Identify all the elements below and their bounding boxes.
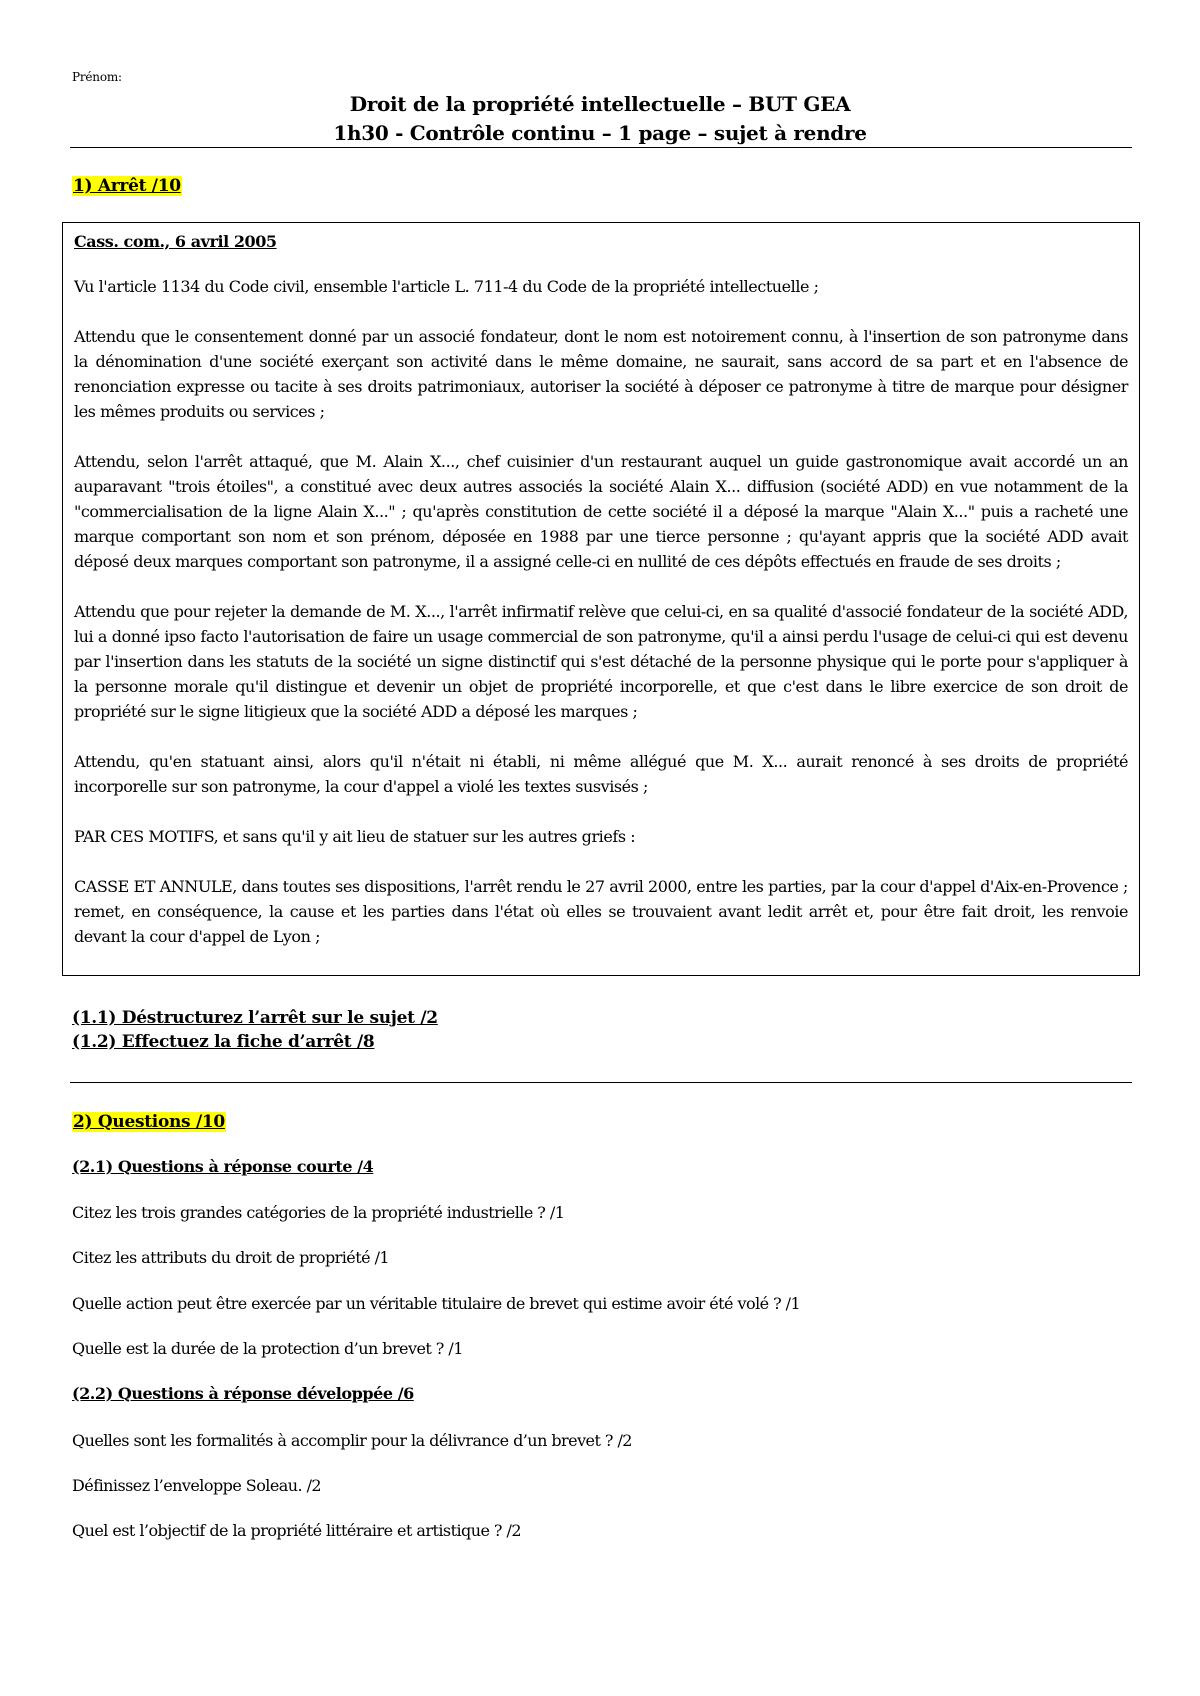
judgment-tasks xyxy=(72,1006,438,1054)
title-line-2: 1h30 - Contrôle continu – 1 page – sujet à rendre xyxy=(333,121,867,145)
judgment-paragraph: Vu l'article 1134 du Code civil, ensemble l'article L. 711-4 du Code de la propriété intellectuelle ; xyxy=(74,277,819,296)
judgment-paragraph: Attendu, qu'en statuant ainsi, alors qu'il n'était ni établi, ni même allégué que M. X... aurait renoncé à ses droits de propriété incorporelle sur son patronyme, la cour d'appel a violé les textes susvisés ; xyxy=(74,752,1128,796)
long-question: Définissez l’enveloppe Soleau. /2 xyxy=(72,1476,322,1495)
task-1-1: (1.1) Déstructurez l’arrêt sur le sujet /2 xyxy=(72,1008,438,1028)
section-divider xyxy=(70,1082,1132,1083)
long-question: Quelles sont les formalités à accomplir pour la délivrance d’un brevet ? /2 xyxy=(72,1431,632,1450)
section-2-title: 2) Questions /10 xyxy=(73,1112,225,1132)
judgment-paragraph: CASSE ET ANNULE, dans toutes ses dispositions, l'arrêt rendu le 27 avril 2000, entre les parties, par la cour d'appel d'Aix-en-Provence ; remet, en conséquence, la cause et les parties dans l'état où elles se trouvaient avant ledit arrêt et, pour être fait droit, les renvoie devant la cour d'appel de Lyon ; xyxy=(74,877,1128,946)
judgment-paragraph: Attendu, selon l'arrêt attaqué, que M. Alain X..., chef cuisinier d'un restaurant auquel un guide gastronomique avait accordé un an auparavant "trois étoiles", a constitué avec deux autres associés la société Alain X... diffusion (société ADD) en vue notamment de la "commercialisation de la ligne Alain X..." ; qu'après constitution de cette société il a déposé la marque "Alain X..." puis a racheté une marque comportant son nom et son prénom, déposée en 1988 par une tierce personne ; qu'ayant appris que la société ADD avait déposé deux marques comportant son patronyme, il a assigné celle-ci en nullité de ces dépôts effectués en fraude de ses droits ; xyxy=(74,452,1128,571)
case-reference: Cass. com., 6 avril 2005 xyxy=(74,232,277,251)
judgment-box xyxy=(62,222,1140,976)
short-question: Citez les trois grandes catégories de la propriété industrielle ? /1 xyxy=(72,1203,565,1222)
section-1-title: 1) Arrêt /10 xyxy=(73,176,181,196)
short-question: Quelle est la durée de la protection d’un brevet ? /1 xyxy=(72,1339,463,1358)
page-title xyxy=(70,90,1130,148)
short-questions-heading: (2.1) Questions à réponse courte /4 xyxy=(72,1157,374,1176)
long-question: Quel est l’objectif de la propriété littéraire et artistique ? /2 xyxy=(72,1521,521,1540)
judgment-paragraph: Attendu que pour rejeter la demande de M. X..., l'arrêt infirmatif relève que celui-ci, en sa qualité d'associé fondateur de la société ADD, lui a donné ipso facto l'autorisation de faire un usage commercial de son patronyme, qu'il a ainsi perdu l'usage de celui-ci qui est devenu par l'insertion dans les statuts de la société un signe distinctif qui s'est détaché de la personne physique qui le porte pour s'appliquer à la personne morale qu'il distingue et devenir un objet de propriété incorporelle, et que c'est dans le libre exercice de son droit de propriété sur le signe litigieux que la société ADD a déposé les marques ; xyxy=(74,602,1128,721)
short-question: Quelle action peut être exercée par un véritable titulaire de brevet qui estime avoir été volé ? /1 xyxy=(72,1294,801,1313)
title-line-1: Droit de la propriété intellectuelle – BUT GEA xyxy=(349,92,851,116)
long-questions-heading: (2.2) Questions à réponse développée /6 xyxy=(72,1384,414,1403)
prenom-label: Prénom: xyxy=(72,70,122,84)
judgment-paragraph: Attendu que le consentement donné par un associé fondateur, dont le nom est notoirement connu, à l'insertion de son patronyme dans la dénomination d'une société exerçant son activité dans le même domaine, ne saurait, sans accord de sa part et en l'absence de renonciation expresse ou tacite à ses droits patrimoniaux, autoriser la société à déposer ce patronyme à titre de marque pour désigner les mêmes produits ou services ; xyxy=(74,327,1128,421)
header-divider xyxy=(70,147,1132,148)
judgment-paragraph: PAR CES MOTIFS, et sans qu'il y ait lieu de statuer sur les autres griefs : xyxy=(74,827,636,846)
short-question: Citez les attributs du droit de propriété /1 xyxy=(72,1248,390,1267)
task-1-2: (1.2) Effectuez la fiche d’arrêt /8 xyxy=(72,1032,375,1052)
